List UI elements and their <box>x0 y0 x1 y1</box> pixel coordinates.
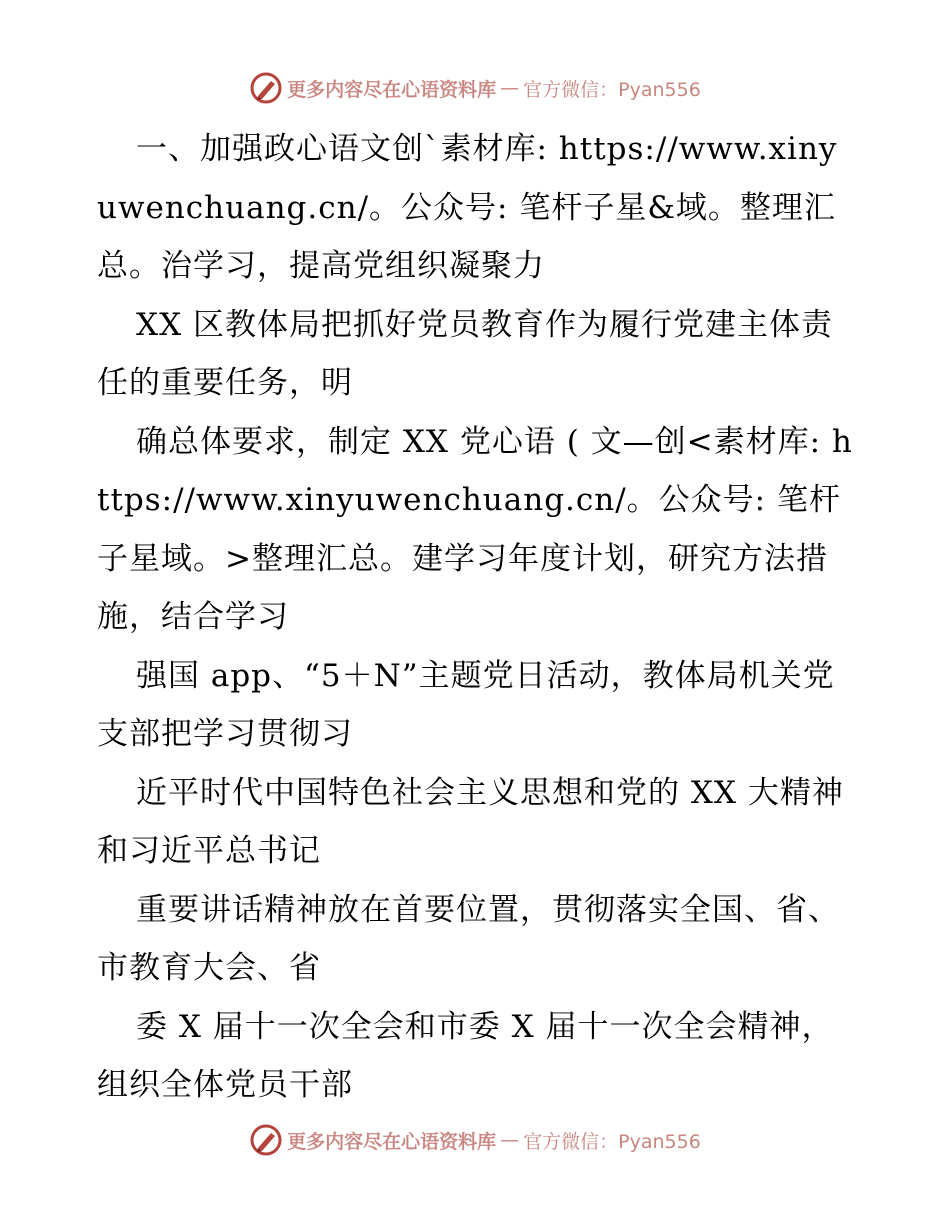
paragraph-4: 强国 app、“5＋N”主题党日活动，教体局机关党支部把学习贯彻习 <box>97 657 835 752</box>
pen-circle-logo-icon <box>249 1123 283 1157</box>
header-watermark-inner <box>249 71 701 105</box>
paragraph-5: 近平时代中国特色社会主义思想和党的 XX 大精神和习近平总书记 <box>97 774 844 869</box>
paragraph-2: XX 区教体局把抓好党员教育作为履行党建主体责任的重要任务，明 <box>97 306 833 401</box>
watermark-wechat-text: 官方微信：Pyan556 <box>523 78 701 101</box>
paragraph-3: 确总体要求，制定 XX 党心语 ( 文—创<素材库: https://www.xinyuwenchuang.cn/。公众号: 笔杆子星域。>整理汇总。建学习年度计划，研究方法措施，结合学习 <box>97 423 853 635</box>
footer-watermark-inner <box>249 1123 701 1157</box>
header-watermark <box>0 68 950 108</box>
paragraph-6: 重要讲话精神放在首要位置，贯彻落实全国、省、市教育大会、省 <box>97 891 840 986</box>
watermark-brand-text: 更多内容尽在心语资料库 <box>287 78 497 101</box>
watermark-wechat-text: 官方微信：Pyan556 <box>523 1130 701 1153</box>
paragraph-7: 委 X 届十一次全会和市委 X 届十一次全会精神，组织全体党员干部 <box>97 1008 834 1103</box>
paragraph-1: 一、加强政心语文创`素材库: https://www.xinyuwenchuang.cn/。公众号: 笔杆子星&域。整理汇总。治学习，提高党组织凝聚力 <box>97 131 838 284</box>
watermark-separator: — <box>500 1129 520 1151</box>
watermark-brand-text: 更多内容尽在心语资料库 <box>287 1130 497 1153</box>
pen-circle-logo-icon <box>249 71 283 105</box>
watermark-separator: — <box>500 77 520 99</box>
footer-watermark <box>0 1120 950 1160</box>
document-body <box>97 120 857 1115</box>
